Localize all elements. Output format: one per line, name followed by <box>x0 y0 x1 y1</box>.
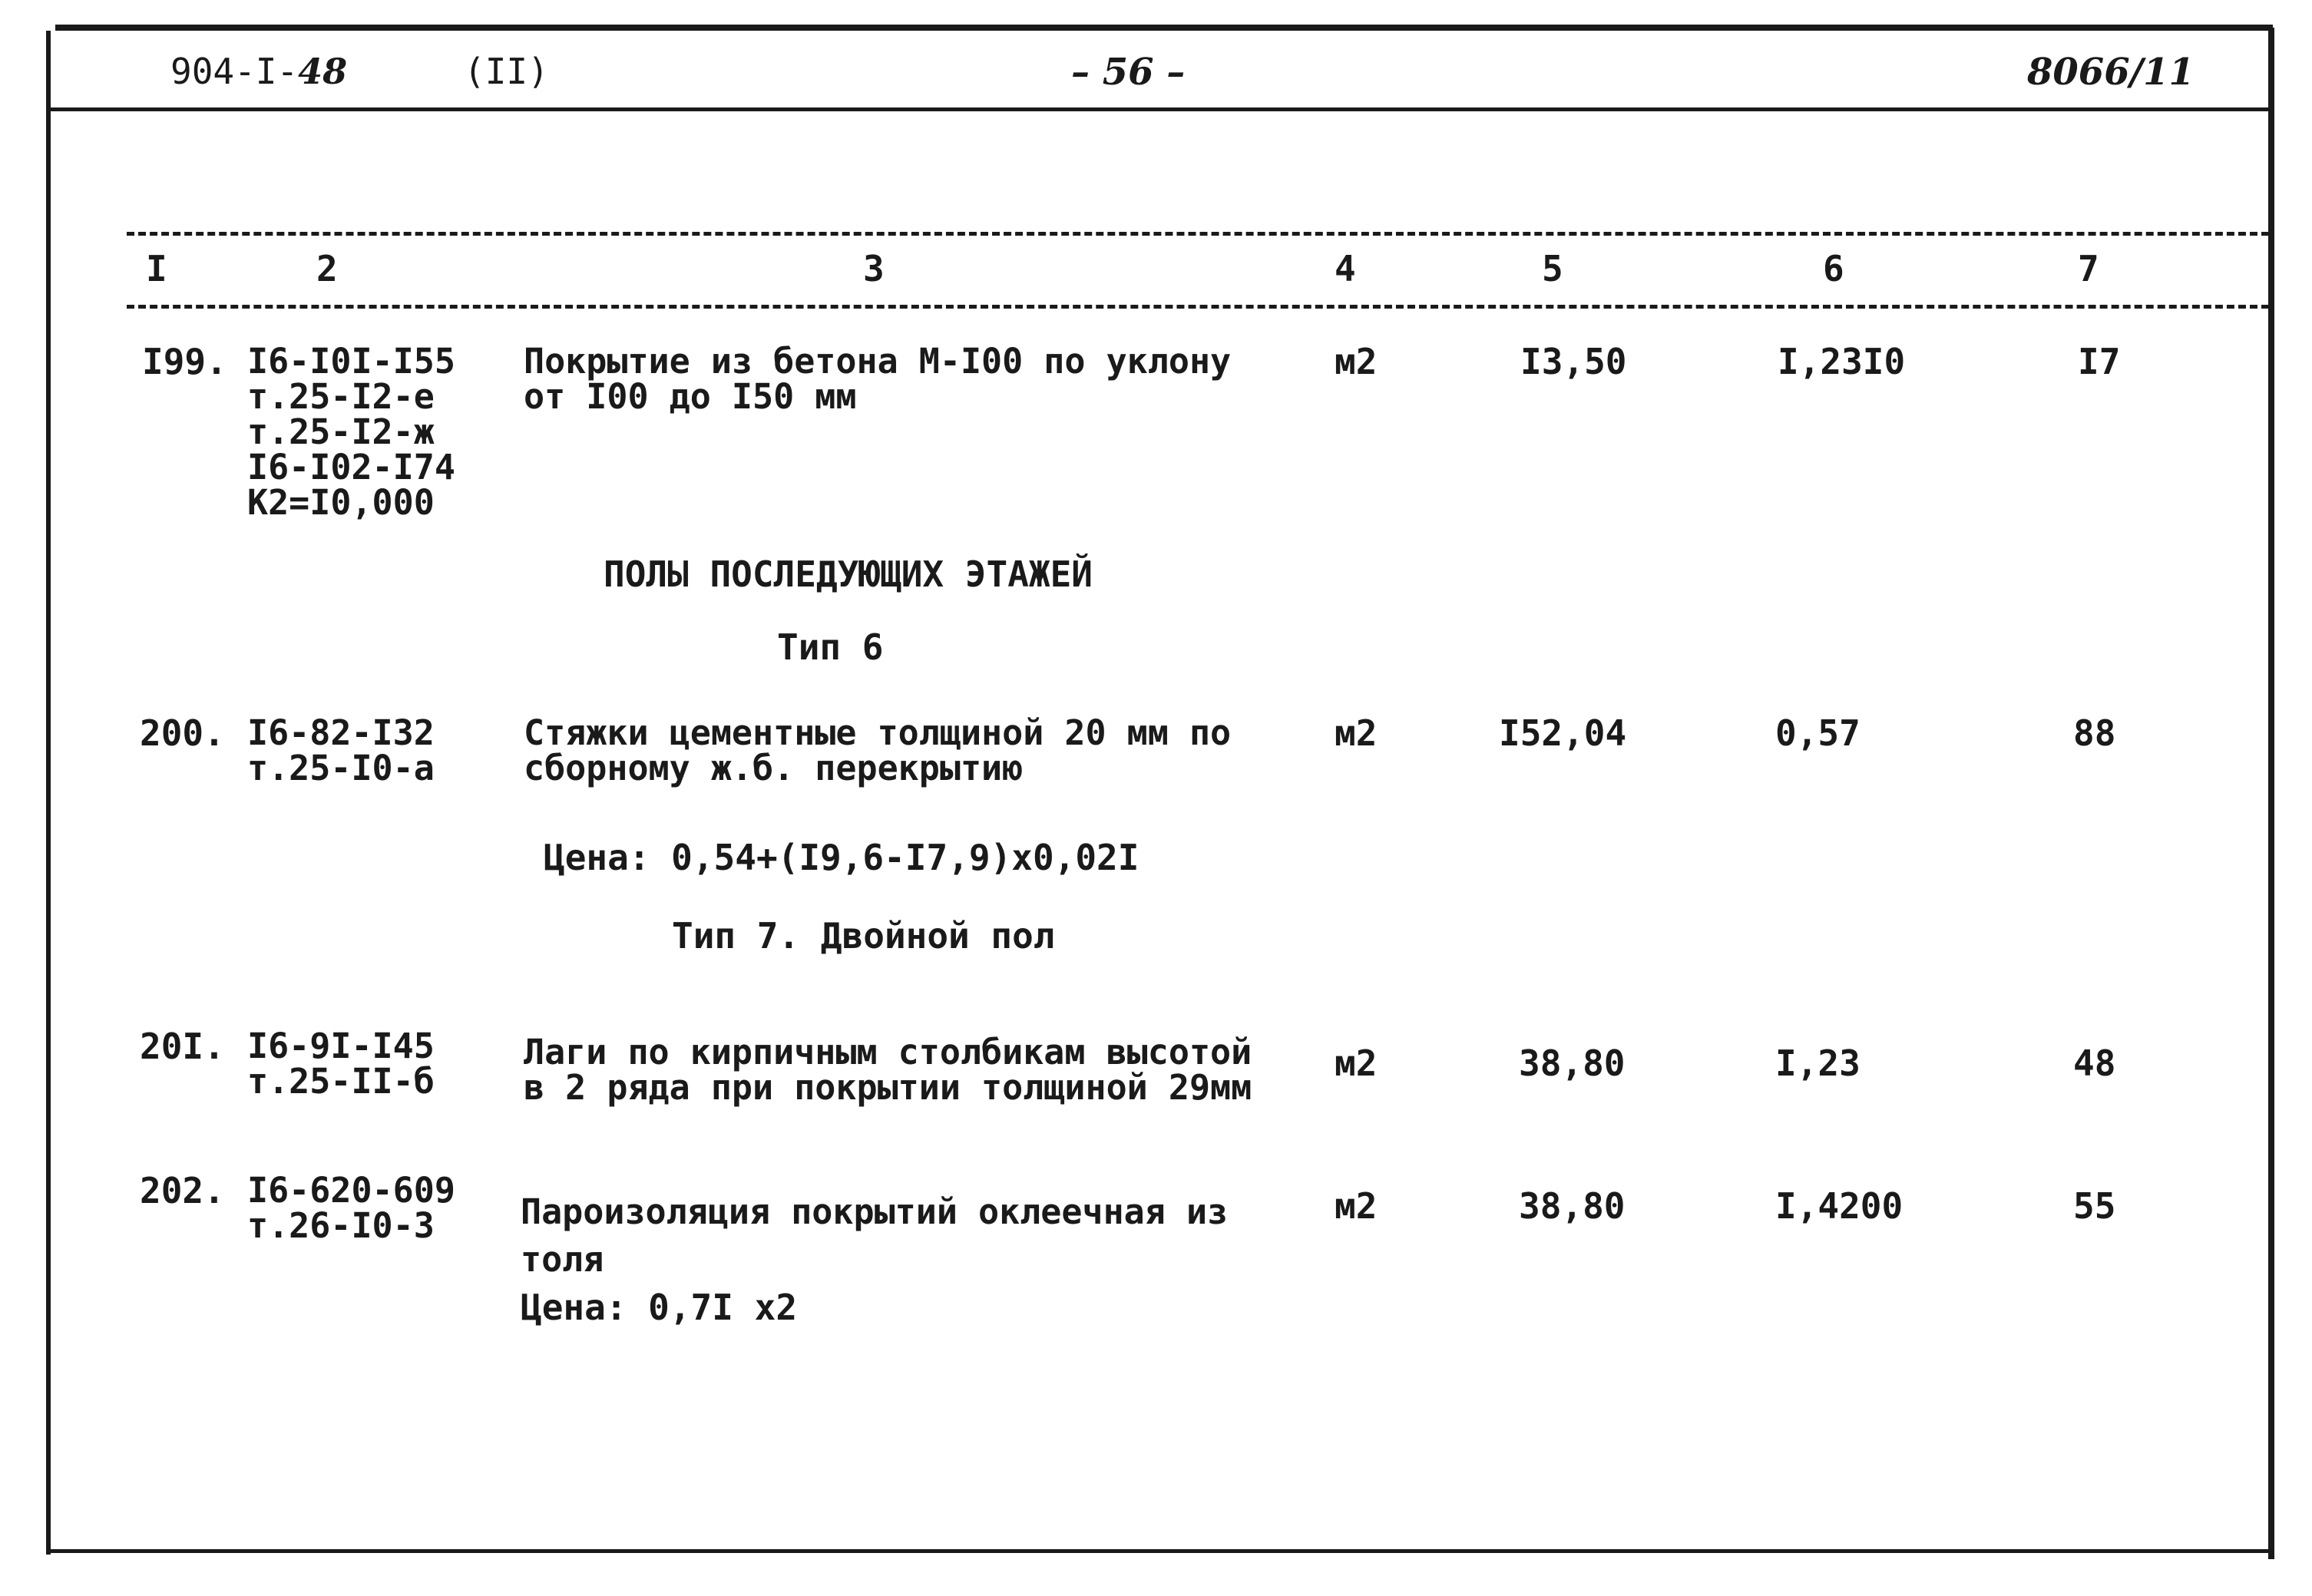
row-quantity: I3,50 <box>1520 341 1627 382</box>
doc-code-handwritten: 48 <box>298 51 348 92</box>
row-description-line: от I00 до I50 мм <box>524 376 857 417</box>
row-code: т.25-I2-ж <box>247 411 435 452</box>
price-note: Цена: 0,7I х2 <box>521 1287 798 1328</box>
column-header-4: 4 <box>1335 248 1356 289</box>
column-header-3: 3 <box>863 248 885 289</box>
row-quantity: 38,80 <box>1519 1043 1626 1084</box>
row-description-line: Стяжки цементные толщиной 20 мм по <box>524 712 1232 753</box>
row-code-list <box>247 341 455 523</box>
doc-code <box>170 51 348 92</box>
table-header-top-rule <box>127 232 2269 236</box>
row-description-line: толя <box>521 1239 604 1280</box>
row-number: 202. <box>140 1170 225 1211</box>
frame-top-border <box>55 25 2273 31</box>
row-number: 200. <box>140 712 225 754</box>
header-divider <box>51 107 2270 111</box>
column-header-5: 5 <box>1542 248 1563 289</box>
row-number: I99. <box>142 341 227 382</box>
doc-part: (II) <box>464 51 549 92</box>
section-title: ПОЛЫ ПОСЛЕДУЮЩИХ ЭТАЖЕЙ <box>604 553 1093 595</box>
row-total: 55 <box>2073 1185 2116 1227</box>
row-unit: м2 <box>1335 341 1378 382</box>
row-description-line: Лаги по кирпичным столбикам высотой <box>524 1032 1252 1072</box>
row-price: I,4200 <box>1775 1185 1904 1227</box>
row-code: т.25-I0-а <box>247 748 435 788</box>
row-code-list <box>247 1026 435 1102</box>
row-description <box>521 1188 1228 1284</box>
type-6-label: Тип 6 <box>777 626 884 668</box>
column-header-7: 7 <box>2078 248 2099 289</box>
column-header-6: 6 <box>1823 248 1844 289</box>
row-total: 88 <box>2073 712 2116 754</box>
row-code: I6-I02-I74 <box>247 447 455 487</box>
row-description-line: Покрытие из бетона М-I00 по уклону <box>524 341 1232 382</box>
row-price: I,23 <box>1775 1043 1861 1084</box>
frame-bottom-border <box>46 1549 2274 1553</box>
row-quantity: I52,04 <box>1499 712 1627 754</box>
row-code: I6-I0I-I55 <box>247 341 455 382</box>
row-unit: м2 <box>1335 1043 1378 1084</box>
row-description-line: сборному ж.б. перекрытию <box>524 748 1024 788</box>
row-description-line: Пароизоляция покрытий оклеечная из <box>521 1191 1229 1232</box>
frame-right-border <box>2268 28 2274 1559</box>
row-description <box>524 341 1232 417</box>
row-code: I6-9I-I45 <box>247 1026 435 1066</box>
table-header-bottom-rule <box>127 305 2269 309</box>
price-note: Цена: 0,54+(I9,6-I7,9)х0,02I <box>544 837 1139 878</box>
type-7-label: Тип 7. Двойной пол <box>672 915 1055 957</box>
row-total: 48 <box>2073 1043 2116 1084</box>
row-total: I7 <box>2078 341 2121 382</box>
page-number: – 56 – <box>1071 51 1186 94</box>
column-header-2: 2 <box>316 248 338 289</box>
sheet-number: 8066/11 <box>2027 51 2195 94</box>
row-number: 20I. <box>140 1026 225 1067</box>
row-quantity: 38,80 <box>1519 1185 1626 1227</box>
frame-left-border <box>46 31 51 1555</box>
row-code: т.26-I0-3 <box>247 1205 435 1246</box>
column-header-1: I <box>146 248 167 289</box>
row-code-list <box>247 1170 455 1246</box>
row-unit: м2 <box>1335 712 1378 754</box>
row-code: К2=I0,000 <box>247 482 435 523</box>
row-code: I6-620-609 <box>247 1170 455 1211</box>
row-description <box>524 712 1232 788</box>
row-description <box>524 1032 1252 1108</box>
row-code: I6-82-I32 <box>247 712 435 753</box>
row-price: I,23I0 <box>1778 341 1906 382</box>
doc-code-printed: 904-I- <box>170 51 299 92</box>
row-unit: м2 <box>1335 1185 1378 1227</box>
row-price: 0,57 <box>1775 712 1861 754</box>
row-code-list <box>247 712 435 788</box>
row-code: т.25-I2-е <box>247 376 435 417</box>
row-code: т.25-II-б <box>247 1061 435 1102</box>
row-description-line: в 2 ряда при покрытии толщиной 29мм <box>524 1067 1252 1108</box>
